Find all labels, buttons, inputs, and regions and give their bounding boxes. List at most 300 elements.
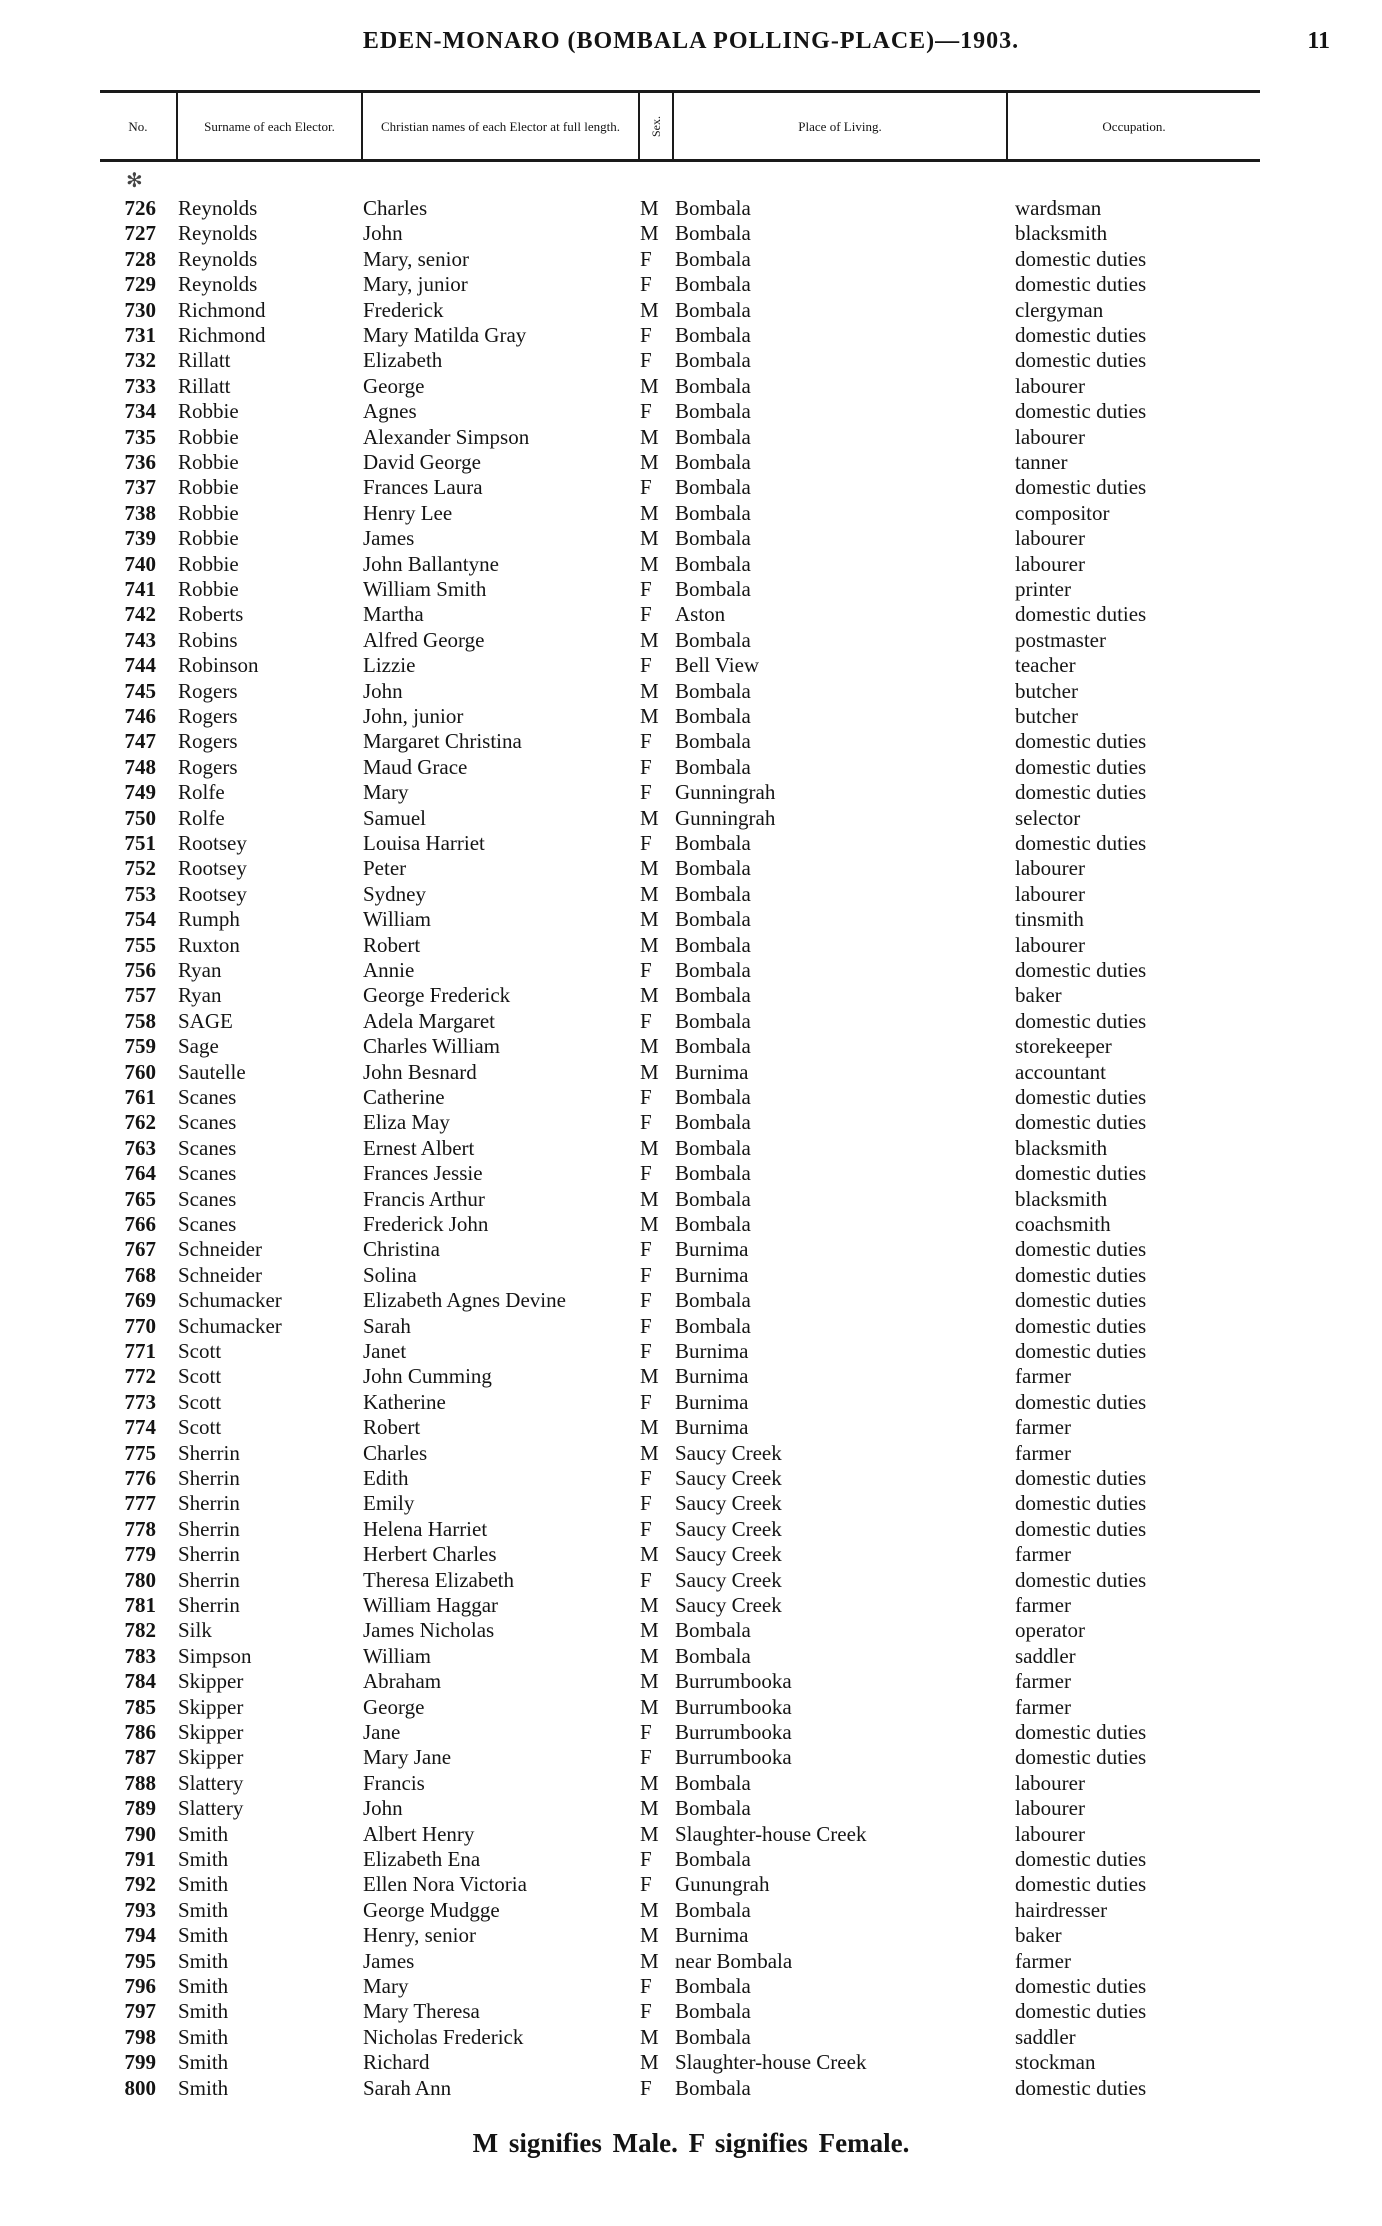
elector-occupation: labourer bbox=[1015, 882, 1085, 906]
elector-christian-names: Herbert Charles bbox=[363, 1542, 497, 1566]
elector-sex: M bbox=[640, 1415, 659, 1439]
page-title: EDEN-MONARO (BOMBALA POLLING-PLACE)—1903. bbox=[362, 28, 1020, 54]
elector-place-of-living: Bombala bbox=[675, 679, 751, 703]
table-row bbox=[0, 1847, 1382, 1872]
elector-sex: F bbox=[640, 475, 652, 499]
elector-place-of-living: Slaughter-house Creek bbox=[675, 2050, 867, 2074]
table-row bbox=[0, 247, 1382, 272]
elector-sex: F bbox=[640, 1237, 652, 1261]
elector-place-of-living: Bombala bbox=[675, 1974, 751, 1998]
elector-surname: Reynolds bbox=[178, 221, 258, 245]
elector-occupation: domestic duties bbox=[1015, 399, 1147, 423]
elector-place-of-living: Burnima bbox=[675, 1923, 749, 1947]
elector-place-of-living: Bombala bbox=[675, 1796, 751, 1820]
elector-surname: Smith bbox=[178, 2050, 229, 2074]
elector-sex: F bbox=[640, 1161, 652, 1185]
elector-place-of-living: Bombala bbox=[675, 1771, 751, 1795]
elector-place-of-living: Bombala bbox=[675, 2076, 751, 2100]
elector-sex: F bbox=[640, 602, 652, 626]
elector-number: 784 bbox=[124, 1669, 156, 1693]
table-row bbox=[0, 323, 1382, 348]
table-row bbox=[0, 1415, 1382, 1440]
elector-surname: Slattery bbox=[178, 1796, 244, 1820]
elector-surname: Smith bbox=[178, 1822, 229, 1846]
elector-occupation: domestic duties bbox=[1015, 348, 1147, 372]
elector-occupation: domestic duties bbox=[1015, 2076, 1147, 2100]
table-row bbox=[0, 780, 1382, 805]
elector-number: 767 bbox=[124, 1237, 156, 1261]
elector-place-of-living: Bombala bbox=[675, 1999, 751, 2023]
elector-place-of-living: Bombala bbox=[675, 704, 751, 728]
elector-number: 773 bbox=[124, 1390, 156, 1414]
elector-place-of-living: Burrumbooka bbox=[675, 1720, 792, 1744]
elector-place-of-living: Gunungrah bbox=[675, 1872, 770, 1896]
elector-number: 793 bbox=[124, 1898, 156, 1922]
elector-sex: M bbox=[640, 1822, 659, 1846]
table-row bbox=[0, 1822, 1382, 1847]
elector-occupation: farmer bbox=[1015, 1669, 1071, 1693]
elector-number: 745 bbox=[124, 679, 156, 703]
elector-occupation: farmer bbox=[1015, 1593, 1071, 1617]
elector-number: 753 bbox=[124, 882, 156, 906]
elector-sex: F bbox=[640, 1009, 652, 1033]
elector-occupation: domestic duties bbox=[1015, 1491, 1147, 1515]
elector-place-of-living: Bombala bbox=[675, 1898, 751, 1922]
elector-number: 777 bbox=[124, 1491, 156, 1515]
table-row bbox=[0, 1923, 1382, 1948]
elector-number: 789 bbox=[124, 1796, 156, 1820]
elector-christian-names: Jane bbox=[363, 1720, 401, 1744]
elector-sex: F bbox=[640, 1568, 652, 1592]
elector-sex: F bbox=[640, 958, 652, 982]
elector-occupation: domestic duties bbox=[1015, 1237, 1147, 1261]
footer-note: M signifies Male. F signifies Female. bbox=[472, 2128, 910, 2158]
elector-christian-names: Theresa Elizabeth bbox=[363, 1568, 514, 1592]
elector-occupation: domestic duties bbox=[1015, 475, 1147, 499]
elector-sex: M bbox=[640, 1771, 659, 1795]
elector-occupation: domestic duties bbox=[1015, 1390, 1147, 1414]
elector-place-of-living: Bombala bbox=[675, 1314, 751, 1338]
table-row bbox=[0, 1745, 1382, 1770]
elector-number: 799 bbox=[124, 2050, 156, 2074]
elector-surname: Smith bbox=[178, 2025, 229, 2049]
elector-surname: Sherrin bbox=[178, 1542, 240, 1566]
elector-christian-names: William bbox=[363, 1644, 431, 1668]
elector-surname: Rillatt bbox=[178, 374, 231, 398]
elector-number: 730 bbox=[124, 298, 156, 322]
table-row bbox=[0, 298, 1382, 323]
elector-christian-names: Robert bbox=[363, 1415, 421, 1439]
elector-christian-names: Alfred George bbox=[363, 628, 485, 652]
elector-occupation: postmaster bbox=[1015, 628, 1106, 652]
elector-surname: Robbie bbox=[178, 475, 239, 499]
elector-number: 775 bbox=[124, 1441, 156, 1465]
elector-surname: Sherrin bbox=[178, 1593, 240, 1617]
table-row bbox=[0, 856, 1382, 881]
elector-occupation: labourer bbox=[1015, 933, 1085, 957]
elector-christian-names: Peter bbox=[363, 856, 407, 880]
elector-occupation: clergyman bbox=[1015, 298, 1104, 322]
elector-sex: F bbox=[640, 272, 652, 296]
elector-occupation: compositor bbox=[1015, 501, 1110, 525]
elector-sex: M bbox=[640, 2050, 659, 2074]
elector-sex: M bbox=[640, 1618, 659, 1642]
elector-occupation: farmer bbox=[1015, 1441, 1071, 1465]
elector-surname: Skipper bbox=[178, 1745, 244, 1769]
elector-occupation: labourer bbox=[1015, 374, 1085, 398]
table-row bbox=[0, 272, 1382, 297]
elector-sex: M bbox=[640, 2025, 659, 2049]
elector-surname: Slattery bbox=[178, 1771, 244, 1795]
elector-place-of-living: Saucy Creek bbox=[675, 1491, 782, 1515]
elector-christian-names: William Smith bbox=[363, 577, 487, 601]
elector-christian-names: David George bbox=[363, 450, 481, 474]
elector-occupation: domestic duties bbox=[1015, 1999, 1147, 2023]
elector-christian-names: Frances Laura bbox=[363, 475, 483, 499]
elector-occupation: baker bbox=[1015, 1923, 1062, 1947]
elector-number: 763 bbox=[124, 1136, 156, 1160]
elector-occupation: domestic duties bbox=[1015, 755, 1147, 779]
elector-surname: Smith bbox=[178, 1923, 229, 1947]
elector-christian-names: John bbox=[363, 679, 403, 703]
elector-place-of-living: Bombala bbox=[675, 1009, 751, 1033]
elector-place-of-living: Bombala bbox=[675, 1644, 751, 1668]
elector-sex: M bbox=[640, 425, 659, 449]
elector-christian-names: William bbox=[363, 907, 431, 931]
elector-occupation: domestic duties bbox=[1015, 1339, 1147, 1363]
elector-surname: Rolfe bbox=[178, 780, 225, 804]
elector-christian-names: Charles bbox=[363, 196, 428, 220]
elector-occupation: domestic duties bbox=[1015, 1745, 1147, 1769]
elector-sex: F bbox=[640, 1263, 652, 1287]
elector-christian-names: Annie bbox=[363, 958, 415, 982]
elector-occupation: domestic duties bbox=[1015, 1009, 1147, 1033]
elector-surname: Scott bbox=[178, 1364, 222, 1388]
elector-sex: M bbox=[640, 1136, 659, 1160]
elector-occupation: domestic duties bbox=[1015, 1110, 1147, 1134]
elector-place-of-living: Bombala bbox=[675, 2025, 751, 2049]
elector-sex: F bbox=[640, 1847, 652, 1871]
elector-christian-names: Mary bbox=[363, 780, 409, 804]
table-row bbox=[0, 399, 1382, 424]
elector-sex: F bbox=[640, 1339, 652, 1363]
elector-place-of-living: Gunningrah bbox=[675, 806, 776, 830]
elector-occupation: domestic duties bbox=[1015, 247, 1147, 271]
elector-sex: M bbox=[640, 298, 659, 322]
elector-place-of-living: Bombala bbox=[675, 983, 751, 1007]
elector-number: 772 bbox=[124, 1364, 156, 1388]
elector-sex: F bbox=[640, 729, 652, 753]
elector-christian-names: Janet bbox=[363, 1339, 407, 1363]
elector-number: 746 bbox=[124, 704, 156, 728]
elector-number: 736 bbox=[124, 450, 156, 474]
elector-christian-names: Solina bbox=[363, 1263, 417, 1287]
table-row bbox=[0, 882, 1382, 907]
elector-sex: M bbox=[640, 221, 659, 245]
table-row bbox=[0, 2050, 1382, 2075]
table-row bbox=[0, 475, 1382, 500]
elector-number: 735 bbox=[124, 425, 156, 449]
table-row bbox=[0, 1999, 1382, 2024]
elector-number: 785 bbox=[124, 1695, 156, 1719]
elector-surname: Sherrin bbox=[178, 1568, 240, 1592]
elector-occupation: storekeeper bbox=[1015, 1034, 1112, 1058]
elector-place-of-living: Bombala bbox=[675, 221, 751, 245]
elector-sex: M bbox=[640, 983, 659, 1007]
elector-sex: F bbox=[640, 1491, 652, 1515]
elector-place-of-living: Saucy Creek bbox=[675, 1517, 782, 1541]
table-row bbox=[0, 348, 1382, 373]
elector-number: 734 bbox=[124, 399, 156, 423]
elector-place-of-living: Bombala bbox=[675, 729, 751, 753]
elector-surname: Robins bbox=[178, 628, 238, 652]
elector-number: 780 bbox=[124, 1568, 156, 1592]
elector-number: 732 bbox=[124, 348, 156, 372]
elector-christian-names: John Besnard bbox=[363, 1060, 477, 1084]
elector-number: 728 bbox=[124, 247, 156, 271]
table-row bbox=[0, 679, 1382, 704]
elector-christian-names: Albert Henry bbox=[363, 1822, 475, 1846]
elector-number: 774 bbox=[124, 1415, 156, 1439]
elector-christian-names: Sarah bbox=[363, 1314, 411, 1338]
elector-number: 727 bbox=[124, 221, 156, 245]
elector-christian-names: Elizabeth bbox=[363, 348, 443, 372]
elector-christian-names: Richard bbox=[363, 2050, 430, 2074]
elector-occupation: domestic duties bbox=[1015, 1720, 1147, 1744]
elector-sex: M bbox=[640, 1593, 659, 1617]
elector-number: 747 bbox=[124, 729, 156, 753]
elector-occupation: domestic duties bbox=[1015, 323, 1147, 347]
elector-place-of-living: Bombala bbox=[675, 526, 751, 550]
elector-place-of-living: Bombala bbox=[675, 958, 751, 982]
elector-place-of-living: Bombala bbox=[675, 1288, 751, 1312]
elector-place-of-living: Bombala bbox=[675, 1847, 751, 1871]
elector-surname: Simpson bbox=[178, 1644, 252, 1668]
elector-number: 791 bbox=[124, 1847, 156, 1871]
elector-place-of-living: Burnima bbox=[675, 1060, 749, 1084]
table-row bbox=[0, 1339, 1382, 1364]
elector-christian-names: Mary bbox=[363, 1974, 409, 1998]
elector-surname: Smith bbox=[178, 1872, 229, 1896]
elector-christian-names: Katherine bbox=[363, 1390, 446, 1414]
elector-place-of-living: Burnima bbox=[675, 1364, 749, 1388]
elector-surname: Robbie bbox=[178, 450, 239, 474]
elector-surname: Rogers bbox=[178, 755, 238, 779]
elector-number: 748 bbox=[124, 755, 156, 779]
table-row bbox=[0, 1034, 1382, 1059]
elector-occupation: stockman bbox=[1015, 2050, 1096, 2074]
table-row bbox=[0, 1618, 1382, 1643]
table-row bbox=[0, 1644, 1382, 1669]
elector-surname: Ryan bbox=[178, 958, 222, 982]
elector-number: 771 bbox=[124, 1339, 156, 1363]
elector-occupation: blacksmith bbox=[1015, 221, 1108, 245]
elector-surname: Scott bbox=[178, 1339, 222, 1363]
elector-place-of-living: Bombala bbox=[675, 882, 751, 906]
elector-surname: Richmond bbox=[178, 298, 266, 322]
elector-number: 741 bbox=[124, 577, 156, 601]
elector-christian-names: Eliza May bbox=[363, 1110, 450, 1134]
elector-christian-names: Edith bbox=[363, 1466, 409, 1490]
table-row bbox=[0, 1263, 1382, 1288]
elector-place-of-living: Bombala bbox=[675, 1187, 751, 1211]
table-row bbox=[0, 1390, 1382, 1415]
table-row bbox=[0, 1212, 1382, 1237]
elector-surname: Rumph bbox=[178, 907, 240, 931]
elector-surname: Robbie bbox=[178, 526, 239, 550]
elector-sex: F bbox=[640, 1085, 652, 1109]
elector-surname: Rolfe bbox=[178, 806, 225, 830]
elector-sex: F bbox=[640, 1974, 652, 1998]
elector-place-of-living: Bombala bbox=[675, 552, 751, 576]
elector-place-of-living: Burrumbooka bbox=[675, 1669, 792, 1693]
elector-christian-names: John bbox=[363, 1796, 403, 1820]
elector-number: 743 bbox=[124, 628, 156, 652]
elector-number: 776 bbox=[124, 1466, 156, 1490]
table-row bbox=[0, 1060, 1382, 1085]
elector-place-of-living: Bombala bbox=[675, 450, 751, 474]
elector-occupation: domestic duties bbox=[1015, 272, 1147, 296]
table-row bbox=[0, 425, 1382, 450]
table-row bbox=[0, 1669, 1382, 1694]
elector-occupation: domestic duties bbox=[1015, 1288, 1147, 1312]
elector-christian-names: Robert bbox=[363, 933, 421, 957]
elector-place-of-living: Bombala bbox=[675, 628, 751, 652]
column-header-place: Place of Living. bbox=[674, 93, 1008, 159]
elector-place-of-living: Bombala bbox=[675, 196, 751, 220]
elector-christian-names: Elizabeth Agnes Devine bbox=[363, 1288, 566, 1312]
elector-place-of-living: Bombala bbox=[675, 907, 751, 931]
table-row bbox=[0, 1720, 1382, 1745]
elector-number: 756 bbox=[124, 958, 156, 982]
elector-surname: Robbie bbox=[178, 501, 239, 525]
elector-number: 729 bbox=[124, 272, 156, 296]
elector-occupation: selector bbox=[1015, 806, 1081, 830]
elector-sex: F bbox=[640, 1517, 652, 1541]
elector-christian-names: Mary, senior bbox=[363, 247, 469, 271]
elector-number: 783 bbox=[124, 1644, 156, 1668]
elector-christian-names: George bbox=[363, 374, 425, 398]
elector-sex: F bbox=[640, 653, 652, 677]
elector-number: 733 bbox=[124, 374, 156, 398]
elector-place-of-living: Saucy Creek bbox=[675, 1593, 782, 1617]
elector-number: 759 bbox=[124, 1034, 156, 1058]
elector-surname: Sherrin bbox=[178, 1517, 240, 1541]
elector-christian-names: George Frederick bbox=[363, 983, 511, 1007]
table-row bbox=[0, 1568, 1382, 1593]
elector-christian-names: John bbox=[363, 221, 403, 245]
elector-surname: Robbie bbox=[178, 399, 239, 423]
elector-place-of-living: Bombala bbox=[675, 348, 751, 372]
elector-surname: Ryan bbox=[178, 983, 222, 1007]
elector-sex: M bbox=[640, 196, 659, 220]
table-row bbox=[0, 958, 1382, 983]
elector-sex: M bbox=[640, 1949, 659, 1973]
elector-surname: SAGE bbox=[178, 1009, 233, 1033]
elector-christian-names: John Cumming bbox=[363, 1364, 492, 1388]
elector-place-of-living: Bombala bbox=[675, 475, 751, 499]
elector-number: 754 bbox=[124, 907, 156, 931]
elector-sex: F bbox=[640, 831, 652, 855]
elector-sex: F bbox=[640, 399, 652, 423]
elector-occupation: domestic duties bbox=[1015, 1872, 1147, 1896]
elector-occupation: farmer bbox=[1015, 1695, 1071, 1719]
elector-number: 737 bbox=[124, 475, 156, 499]
table-row bbox=[0, 1491, 1382, 1516]
elector-place-of-living: Bombala bbox=[675, 1110, 751, 1134]
table-row bbox=[0, 933, 1382, 958]
elector-surname: Rillatt bbox=[178, 348, 231, 372]
elector-occupation: domestic duties bbox=[1015, 1568, 1147, 1592]
elector-number: 742 bbox=[124, 602, 156, 626]
elector-occupation: saddler bbox=[1015, 1644, 1076, 1668]
elector-place-of-living: Saucy Creek bbox=[675, 1568, 782, 1592]
elector-occupation: domestic duties bbox=[1015, 1466, 1147, 1490]
elector-surname: Skipper bbox=[178, 1720, 244, 1744]
elector-christian-names: Charles bbox=[363, 1441, 428, 1465]
elector-occupation: farmer bbox=[1015, 1949, 1071, 1973]
elector-sex: M bbox=[640, 374, 659, 398]
elector-christian-names: Francis Arthur bbox=[363, 1187, 485, 1211]
elector-place-of-living: Bombala bbox=[675, 501, 751, 525]
elector-sex: M bbox=[640, 1542, 659, 1566]
elector-occupation: blacksmith bbox=[1015, 1187, 1108, 1211]
elector-place-of-living: Gunningrah bbox=[675, 780, 776, 804]
table-row bbox=[0, 704, 1382, 729]
elector-occupation: domestic duties bbox=[1015, 1314, 1147, 1338]
elector-surname: Smith bbox=[178, 1974, 229, 1998]
elector-place-of-living: Bombala bbox=[675, 1161, 751, 1185]
table-row bbox=[0, 1872, 1382, 1897]
elector-christian-names: Christina bbox=[363, 1237, 440, 1261]
elector-christian-names: Elizabeth Ena bbox=[363, 1847, 481, 1871]
elector-occupation: tinsmith bbox=[1015, 907, 1084, 931]
elector-number: 761 bbox=[124, 1085, 156, 1109]
column-header-no: No. bbox=[100, 93, 178, 159]
elector-sex: M bbox=[640, 526, 659, 550]
table-row bbox=[0, 1593, 1382, 1618]
elector-occupation: printer bbox=[1015, 577, 1071, 601]
elector-number: 750 bbox=[124, 806, 156, 830]
elector-place-of-living: Bombala bbox=[675, 425, 751, 449]
table-row bbox=[0, 1949, 1382, 1974]
elector-occupation: domestic duties bbox=[1015, 958, 1147, 982]
elector-occupation: wardsman bbox=[1015, 196, 1102, 220]
elector-place-of-living: Bombala bbox=[675, 577, 751, 601]
elector-number: 787 bbox=[124, 1745, 156, 1769]
table-row bbox=[0, 196, 1382, 221]
elector-number: 749 bbox=[124, 780, 156, 804]
elector-sex: M bbox=[640, 1923, 659, 1947]
elector-christian-names: William Haggar bbox=[363, 1593, 499, 1617]
elector-surname: Schneider bbox=[178, 1237, 262, 1261]
elector-christian-names: Sarah Ann bbox=[363, 2076, 452, 2100]
elector-place-of-living: Bombala bbox=[675, 298, 751, 322]
elector-surname: Rootsey bbox=[178, 856, 247, 880]
elector-number: 790 bbox=[124, 1822, 156, 1846]
elector-number: 792 bbox=[124, 1872, 156, 1896]
table-row bbox=[0, 1441, 1382, 1466]
table-row bbox=[0, 1796, 1382, 1821]
elector-number: 768 bbox=[124, 1263, 156, 1287]
elector-place-of-living: Bombala bbox=[675, 247, 751, 271]
elector-number: 752 bbox=[124, 856, 156, 880]
elector-sex: M bbox=[640, 1898, 659, 1922]
elector-occupation: labourer bbox=[1015, 552, 1085, 576]
elector-surname: Roberts bbox=[178, 602, 244, 626]
table-row bbox=[0, 1237, 1382, 1262]
elector-occupation: hairdresser bbox=[1015, 1898, 1108, 1922]
